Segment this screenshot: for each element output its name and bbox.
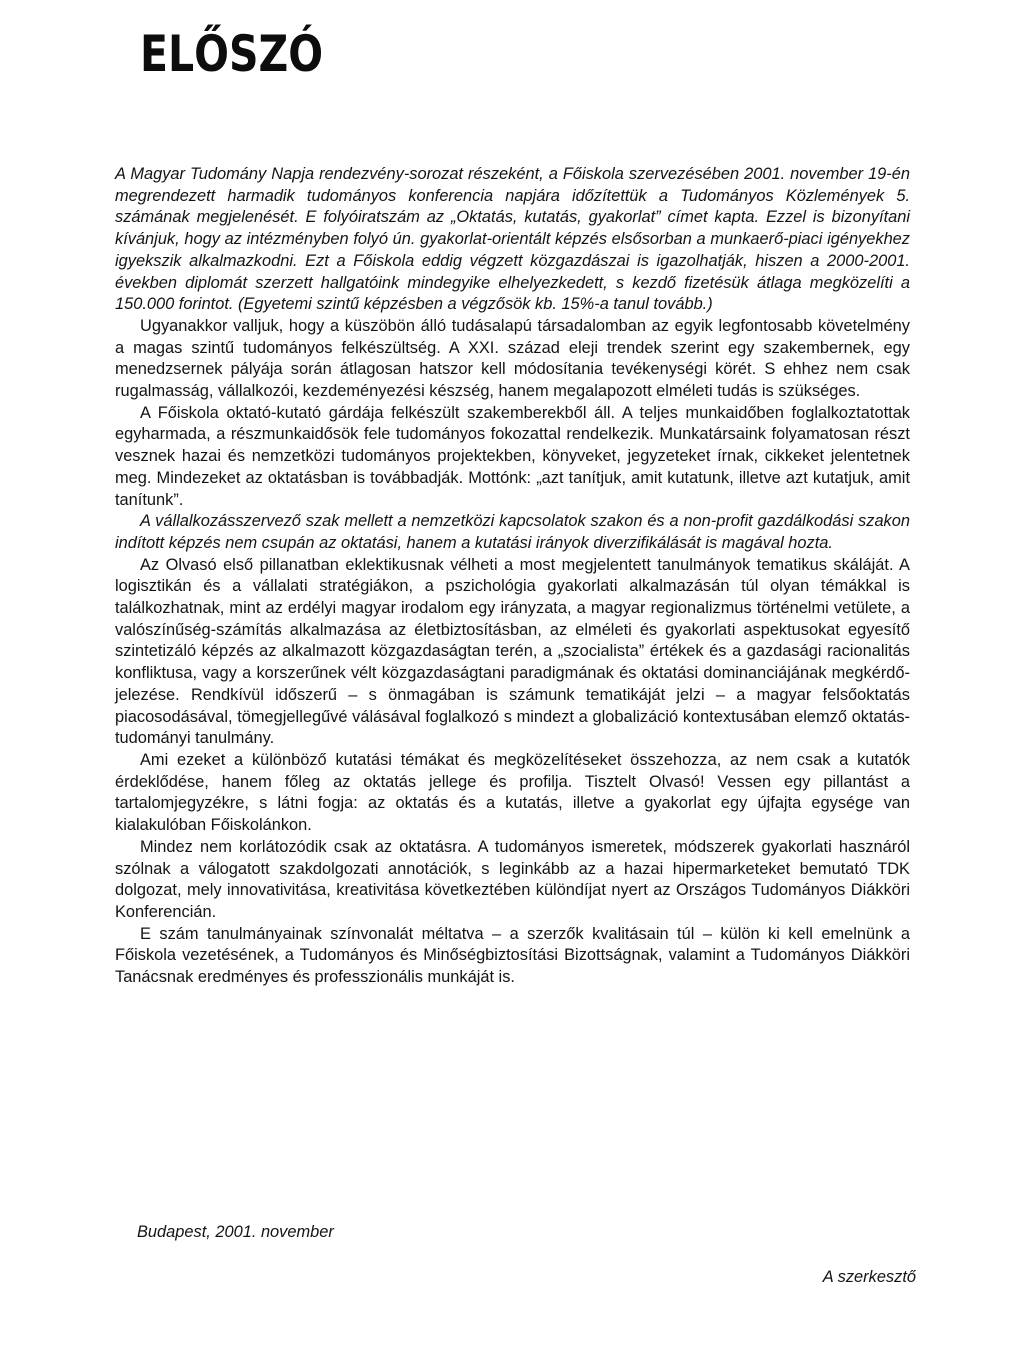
paragraph-4: A vállalkozásszervező szak mellett a nemzetközi kapcsolatok szakon és a non-profit gazdálkodási szakon indított képzés nem csupán az oktatási, hanem a kutatási irányok diverzifikálását is magával hozta.: [115, 512, 910, 552]
page-title: ELŐSZÓ: [140, 25, 324, 83]
foreword-body: [115, 164, 910, 989]
paragraph-5: Az Olvasó első pillanatban eklektikusnak vélheti a most megjelentett tanulmányok tematikus skáláját. A logisztikán és a vállalati stratégiákon, a pszichológia gyakorlati alkalmazásán túl olyan témákkal is találkozhatnak, mint az erdélyi magyar irodalom egy irányzata, a magyar regionalizmus történelmi vetülete, a valószínűség-számítás alkalmazása az életbiztosításban, az elméleti és gyakorlati aspektusokat egyesítő szintetizáló képzés az alkalmazott közgazdaságtan terén, a „szocialista” értékek és a gazdasági racionalitás konfliktusa, vagy a korszerűnek vélt közgazdaságtani paradigmának és oktatási dominanciájának megkérdő-jelezése. Rendkívül időszerű – s önmagában is számunk tematikáját jelzi – a magyar felsőoktatás piacosodásával, tömegjellegűvé válásával foglalkozó s mindezt a globalizáció kontextusában elemző oktatás-tudományi tanulmány.: [115, 555, 910, 748]
paragraph-8: E szám tanulmányainak színvonalát méltatva – a szerzők kvalitásain túl – külön ki kell emelnünk a Főiskola vezetésének, a Tudományos és Minőségbiztosítási Bizottságnak, valamint a Tudományos Diákköri Tanácsnak eredményes és professzionális munkáját is.: [115, 924, 910, 987]
paragraph-1-part-a: A Magyar Tudomány Napja rendezvény-sorozat részeként, a Főiskola szervezésében 2001. november 19-én megrendezett harmadik tudományos konferencia napjára időzítettük a Tudományos Közlemények 5. számának megjelenését. E folyóiratszám az „Oktatás, kutatás, gyakorlat” címet kapta. Ezzel is bizonyítani kívánjuk, hogy az intézményben folyó ún. gyakorlat-orientált képzés elsősorban a munkaerő-piaci igényekhez igyekszik alkalmazkodni.: [115, 165, 910, 270]
paragraph-1: [115, 164, 910, 316]
paragraph-3: A Főiskola oktató-kutató gárdája felkészült szakemberekből áll. A teljes munkaidőben foglalkoztatottak egyharmada, a részmunkaidősök fele tudományos fokozattal rendelkezik. Munkatársaink folyamatosan részt vesznek hazai és nemzetközi tudományos projektekben, könyveket, jegyzeteket írnak, cikkeket jelentetnek meg. Mindezeket az oktatásban is továbbadják. Mottónk: „azt tanítjuk, amit kutatunk, illetve azt kutatjuk, amit tanítunk”.: [115, 403, 910, 509]
editor-signature: A szerkesztő: [822, 1268, 916, 1286]
paragraph-7: Mindez nem korlátozódik csak az oktatásra. A tudományos ismeretek, módszerek gyakorlati hasznáról szólnak a válogatott szakdolgozati annotációk, s leginkább az a hazai hipermarketeket bemutató TDK dolgozat, mely innovativitása, kreativitása következtében különdíjat nyert az Országos Tudományos Diákköri Konferencián.: [115, 837, 910, 921]
paragraph-6: Ami ezeket a különböző kutatási témákat és megközelítéseket összehozza, az nem csak a kutatók érdeklődése, hanem főleg az oktatás jellege és profilja. Tisztelt Olvasó! Vessen egy pillantást a tartalomjegyzékre, s látni fogja: az oktatás és a kutatás, illetve a gyakorlat egy újfajta egysége van kialakulóban Főiskolánkon.: [115, 750, 910, 835]
paragraph-2: Ugyanakkor valljuk, hogy a küszöbön álló tudásalapú társadalomban az egyik legfontosabb követelmény a magas szintű tudományos felkészültség. A XXI. század eleji trendek szerint egy szakembernek, egy menedzsernek pályája során átlagosan hatszor kell módosítania tevékenységi körét. S ehhez nem csak rugalmasság, vállalkozói, kezdeményezési készség, hanem megalapozott elméleti tudás is szükséges.: [115, 316, 910, 401]
paragraph-1-part-b: Ezt a Főiskola eddig végzett közgazdászai is igazolhatják, hiszen a 2000-2001. években diplomát szerzett hallgatóink mindegyike elhelyezkedett, s kezdő fizetésük átlaga megközelíti a 150.000 forintot. (Egyetemi szintű képzésben a végzősök kb. 15%-a tanul tovább.): [115, 251, 910, 314]
place-and-date: Budapest, 2001. november: [137, 1223, 334, 1241]
